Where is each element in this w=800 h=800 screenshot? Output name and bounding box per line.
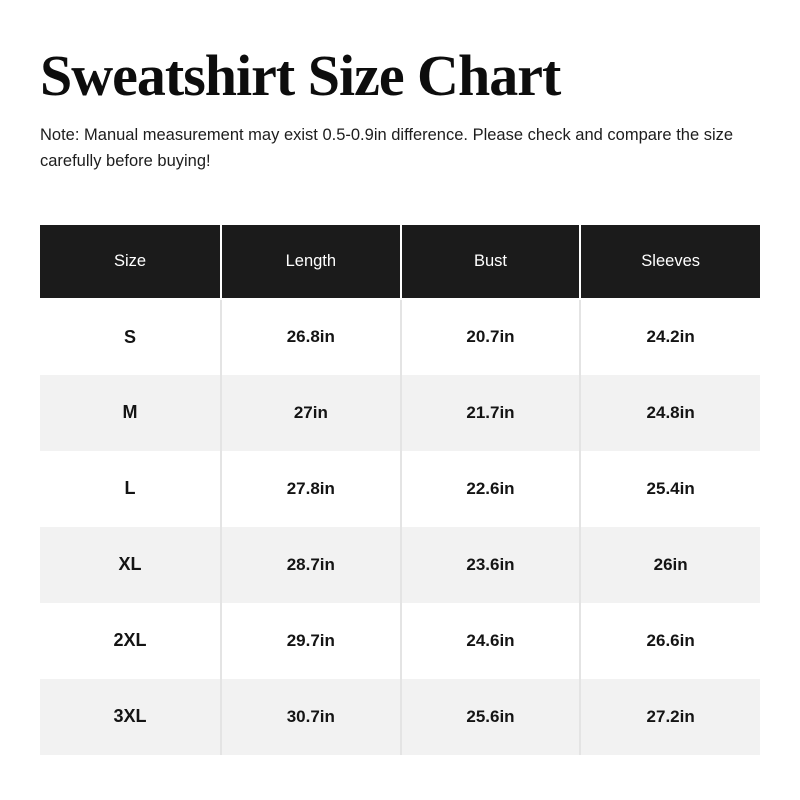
size-cell: S [123,326,136,347]
table-row [40,527,760,603]
measurement-cell: 27in [221,375,401,451]
table-header [40,225,760,299]
size-cell: 3XL [113,706,147,727]
measurement-cell: 25.6in [401,679,581,755]
table-header-row [40,225,760,299]
measurement-cell: 26.6in [580,603,760,679]
column-header-length: Length [221,225,401,299]
measurement-cell: 24.6in [401,603,581,679]
size-cell: XL [118,554,142,575]
measurement-cell: 22.6in [401,451,581,527]
measurement-cell: 24.8in [580,375,760,451]
size-chart-page [0,44,800,755]
table-row [40,375,760,451]
measurement-cell: 29.7in [221,603,401,679]
measurement-cell: 27.2in [580,679,760,755]
measurement-cell: 27.8in [221,451,401,527]
column-header-size: Size [40,225,221,299]
table-row [40,451,760,527]
page-title: Sweatshirt Size Chart [40,43,561,108]
table-row [40,299,760,375]
size-cell: L [124,478,136,499]
size-cell: M [122,402,138,423]
size-chart-body [40,299,760,755]
measurement-cell: 23.6in [401,527,581,603]
measurement-cell: 24.2in [580,299,760,375]
measurement-cell: 26in [580,527,760,603]
measurement-cell: 26.8in [221,299,401,375]
table-row [40,679,760,755]
measurement-cell: 25.4in [580,451,760,527]
note-text: Note: Manual measurement may exist 0.5-0.9in difference. Please check and compare the size carefully before buying! [40,125,734,171]
measurement-cell: 20.7in [401,299,581,375]
measurement-cell: 28.7in [221,527,401,603]
measurement-cell: 30.7in [221,679,401,755]
column-header-sleeves: Sleeves [580,225,760,299]
table-row [40,603,760,679]
size-chart-table [40,225,760,755]
column-header-bust: Bust [401,225,581,299]
size-cell: 2XL [113,630,147,651]
measurement-cell: 21.7in [401,375,581,451]
